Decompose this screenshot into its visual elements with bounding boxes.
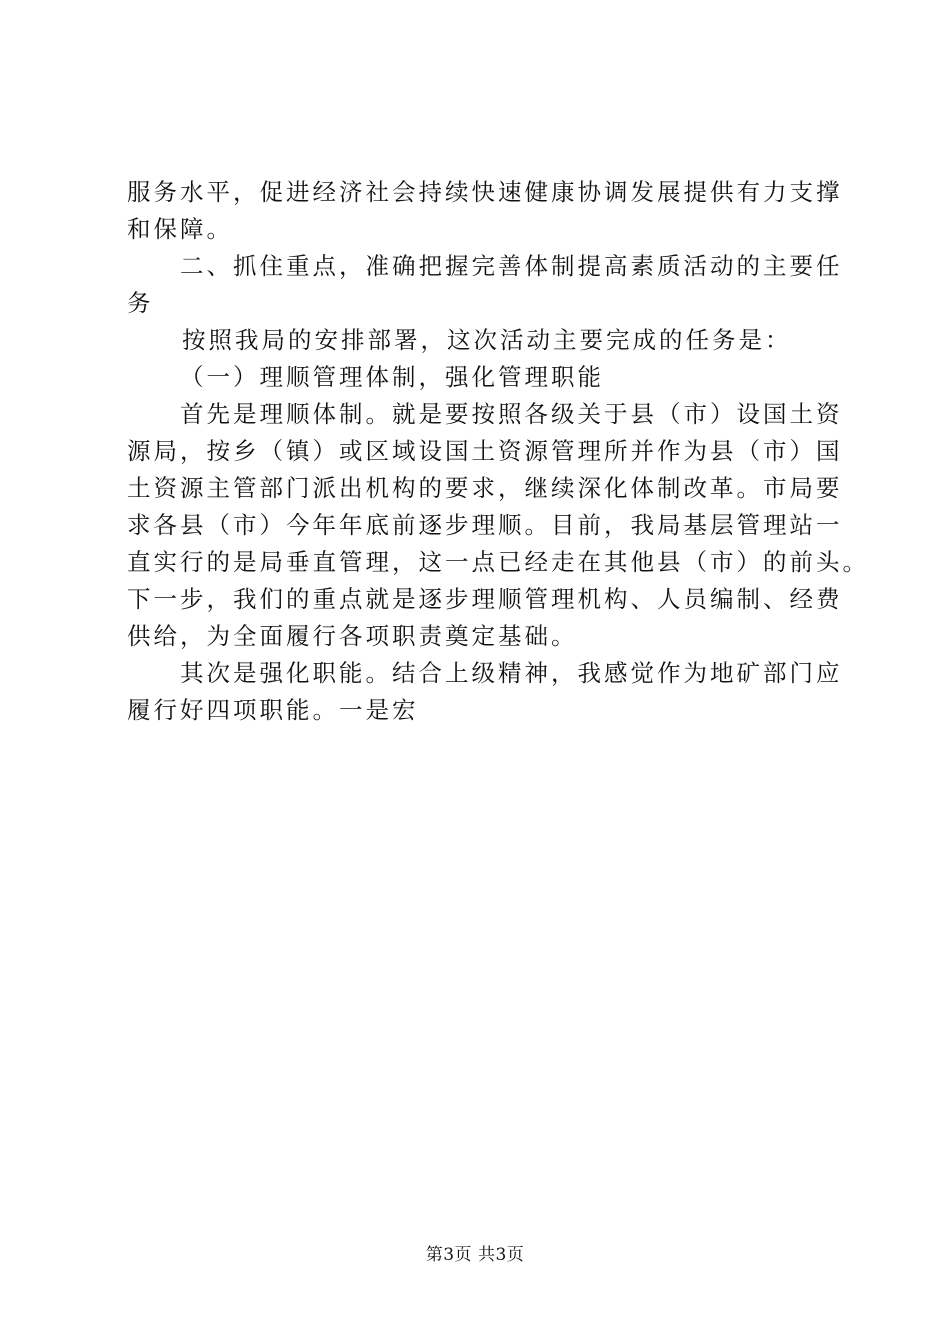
text-line: 服务水平，促进经济社会持续快速健康协调发展提供有力支撑 <box>127 178 843 206</box>
page-number-footer: 第3页 共3页 <box>425 1245 525 1265</box>
text-line: 直实行的是局垂直管理，这一点已经走在其他县（市）的前头。 <box>127 548 869 576</box>
section-heading: 二、抓住重点，准确把握完善体制提高素质活动的主要任 <box>180 252 843 280</box>
text-line: 下一步，我们的重点就是逐步理顺管理机构、人员编制、经费 <box>127 585 843 613</box>
document-body <box>127 174 869 729</box>
text-line: 按照我局的安排部署，这次活动主要完成的任务是： <box>182 326 792 354</box>
text-line: 源局，按乡（镇）或区域设国土资源管理所并作为县（市）国 <box>127 437 843 465</box>
section-heading-continued: 务 <box>127 289 154 317</box>
text-line: 首先是理顺体制。就是要按照各级关于县（市）设国土资 <box>180 400 843 428</box>
text-line: 供给，为全面履行各项职责奠定基础。 <box>127 622 578 650</box>
text-line: 求各县（市）今年年底前逐步理顺。目前，我局基层管理站一 <box>127 511 843 539</box>
text-line: 和保障。 <box>127 215 233 243</box>
text-line: 土资源主管部门派出机构的要求，继续深化体制改革。市局要 <box>127 474 843 502</box>
text-line: 履行好四项职能。一是宏 <box>127 696 419 724</box>
text-line: 其次是强化职能。结合上级精神，我感觉作为地矿部门应 <box>180 659 843 687</box>
subsection-heading: （一）理顺管理体制，强化管理职能 <box>180 363 604 391</box>
